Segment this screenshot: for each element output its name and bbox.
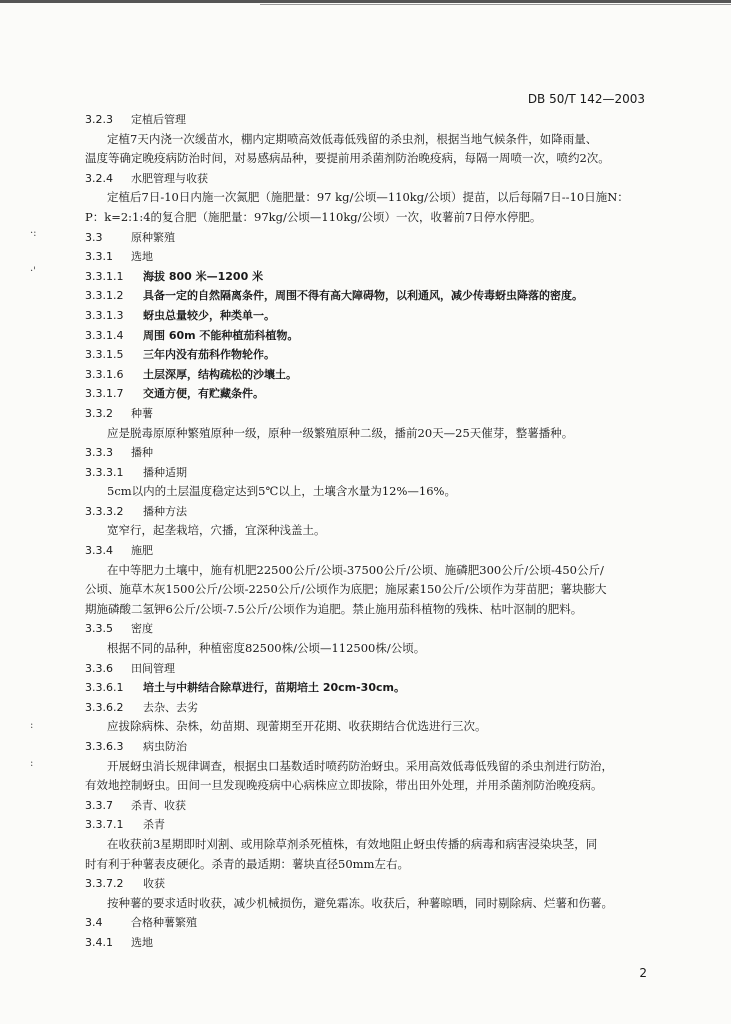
section-number: 3.3.1.4 <box>85 328 124 342</box>
section-title: 杀青、收获 <box>131 798 186 812</box>
paragraph-continuation: 时有利于种薯表皮硬化。杀青的最适期：薯块直径50mm左右。 <box>85 856 409 871</box>
section-number: 3.3.1.7 <box>85 387 124 401</box>
section-title: 收获 <box>143 877 165 891</box>
section-number: 3.3.3.1 <box>85 465 124 479</box>
section-title: 具备一定的自然隔离条件，周围不得有高大障碍物，以利通风，减少传毒蚜虫降落的密度。 <box>143 289 583 303</box>
section-heading <box>85 541 655 561</box>
section-heading <box>85 365 655 385</box>
section-heading <box>85 874 655 894</box>
section-heading <box>85 267 655 287</box>
section-number: 3.3.6.3 <box>85 740 124 753</box>
top-rule <box>0 0 731 3</box>
section-number: 3.2.3 <box>85 113 113 126</box>
section-title: 交通方便，有贮藏条件。 <box>143 387 264 401</box>
section-heading <box>85 698 655 718</box>
section-title: 合格种薯繁殖 <box>131 916 197 930</box>
section-number: 3.3.7.2 <box>85 877 124 891</box>
section-title: 杀青 <box>143 818 165 832</box>
paragraph-continuation: 有效地控制蚜虫。田间一旦发现晚疫病中心病株应立即拔除，带出田外处理，并用杀菌剂防治晚疫病。 <box>85 778 603 793</box>
page-number: 2 <box>639 966 647 980</box>
standard-id: DB 50/T 142—2003 <box>527 92 645 106</box>
section-number: 3.3.1 <box>85 250 113 264</box>
paragraph-line: 应是脱毒原原种繁殖原种一级，原种一级繁殖原种二级，播前20天—25天催芽，整薯播种。 <box>107 425 574 440</box>
section-number: 3.4.1 <box>85 935 113 949</box>
paragraph-line: 应拔除病株、杂株，幼苗期、现蕾期至开花期、收获期结合优选进行三次。 <box>107 719 487 734</box>
scan-mark: : <box>30 758 34 769</box>
section-title: 去杂、去劣 <box>143 700 198 714</box>
section-number: 3.3.4 <box>85 544 113 558</box>
section-title: 原种繁殖 <box>131 230 175 244</box>
section-heading <box>85 737 655 757</box>
section-title: 播种 <box>131 446 153 460</box>
scan-mark: : <box>30 720 34 731</box>
section-heading <box>85 463 655 483</box>
section-number: 3.4 <box>85 916 103 930</box>
paragraph-line: 在中等肥力土壤中，施有机肥22500公斤/公顷-37500公斤/公顷、施磷肥300公斤/公顷-450公斤/ <box>107 562 604 577</box>
paragraph-line: 开展蚜虫消长规律调查，根据虫口基数适时喷药防治蚜虫。采用高效低毒低残留的杀虫剂进行防治， <box>107 758 613 773</box>
section-heading <box>85 678 655 698</box>
section-title: 海拔 800 米—1200 米 <box>143 269 264 283</box>
section-number: 3.3.1.1 <box>85 269 124 283</box>
section-title: 田间管理 <box>131 661 175 675</box>
section-number: 3.3.5 <box>85 622 113 636</box>
section-number: 3.3.6.2 <box>85 700 124 714</box>
section-title: 播种适期 <box>143 465 187 479</box>
section-number: 3.3.2 <box>85 406 113 420</box>
section-number: 3.3 <box>85 230 103 244</box>
paragraph-line: 在收获前3星期即时刈割、或用除草剂杀死植株，有效地阻止蚜虫传播的病毒和病害浸染块茎，同 <box>107 836 598 851</box>
section-title: 定植后管理 <box>131 113 186 126</box>
section-title: 病虫防治 <box>143 740 187 753</box>
section-title: 蚜虫总量较少，种类单一。 <box>143 308 275 322</box>
section-title: 土层深厚，结构疏松的沙壤土。 <box>143 367 297 381</box>
section-title: 选地 <box>131 250 153 264</box>
section-number: 3.3.1.2 <box>85 289 124 303</box>
section-title: 种薯 <box>131 406 153 420</box>
section-title: 周围 60m 不能种植茄科植物。 <box>143 328 299 342</box>
section-number: 3.3.7.1 <box>85 818 124 832</box>
paragraph-line: 宽窄行，起垄栽培，穴播，宜深种浅盖土。 <box>107 523 326 538</box>
section-title: 三年内没有茄科作物轮作。 <box>143 348 275 362</box>
section-heading <box>85 384 655 404</box>
section-title: 选地 <box>131 935 153 949</box>
section-title: 培土与中耕结合除草进行，苗期培土 20cm-30cm。 <box>143 681 405 695</box>
section-number: 3.3.6 <box>85 661 113 675</box>
document-body <box>85 110 655 953</box>
section-heading <box>85 326 655 346</box>
section-heading <box>85 933 655 953</box>
section-heading <box>85 443 655 463</box>
scan-mark: ·: <box>30 228 37 239</box>
section-heading <box>85 502 655 522</box>
top-rule-thin <box>260 4 731 5</box>
paragraph-line: 根据不同的品种，种植密度82500株/公顷—112500株/公顷。 <box>107 641 426 656</box>
section-heading <box>85 404 655 424</box>
section-number: 3.3.1.5 <box>85 348 124 362</box>
section-heading <box>85 306 655 326</box>
section-title: 播种方法 <box>143 504 187 518</box>
section-heading <box>85 345 655 365</box>
section-heading <box>85 110 655 130</box>
section-heading <box>85 619 655 639</box>
section-title: 密度 <box>131 622 153 636</box>
paragraph-continuation: P：k=2:1:4的复合肥（施肥量：97kg/公顷—110kg/公顷）一次，收薯前7日停水停肥。 <box>85 209 542 224</box>
scan-mark: ·' <box>30 266 36 277</box>
section-heading <box>85 815 655 835</box>
section-heading <box>85 913 655 933</box>
section-number: 3.3.7 <box>85 798 113 812</box>
section-number: 3.3.3.2 <box>85 504 124 518</box>
section-number: 3.3.3 <box>85 446 113 460</box>
section-heading <box>85 796 655 816</box>
section-heading <box>85 228 655 248</box>
section-title: 水肥管理与收获 <box>131 171 208 185</box>
paragraph-continuation: 温度等确定晚疫病防治时间，对易感病品种，要提前用杀菌剂防治晚疫病，每隔一周喷一次，喷约2次。 <box>85 151 610 166</box>
section-number: 3.3.6.1 <box>85 681 124 695</box>
section-number: 3.2.4 <box>85 171 113 185</box>
paragraph-line: 按种薯的要求适时收获，减少机械损伤，避免霜冻。收获后，种薯晾晒，同时剔除病、烂薯和伤薯。 <box>107 895 613 910</box>
section-number: 3.3.1.6 <box>85 367 124 381</box>
section-heading <box>85 286 655 306</box>
paragraph-line: 定植后7日-10日内施一次氮肥（施肥量：97 kg/公顷—110kg/公顷）提苗，以后每隔7日--10日施N： <box>107 190 629 205</box>
paragraph-continuation: 公顷、施草木灰1500公斤/公顷-2250公斤/公顷作为底肥；施尿素150公斤/公顷作为芽苗肥；薯块膨大 <box>85 582 607 597</box>
paragraph-line: 5cm以内的土层温度稳定达到5℃以上，土壤含水量为12%—16%。 <box>107 484 456 499</box>
section-heading <box>85 659 655 679</box>
section-heading <box>85 169 655 189</box>
paragraph-line: 定植7天内浇一次缓苗水，棚内定期喷高效低毒低残留的杀虫剂，根据当地气候条件，如降雨量、 <box>107 131 598 146</box>
section-number: 3.3.1.3 <box>85 308 124 322</box>
paragraph-continuation: 期施磷酸二氢钾6公斤/公顷-7.5公斤/公顷作为追肥。禁止施用茄科植物的残株、枯叶沤制的肥料。 <box>85 601 583 616</box>
section-title: 施肥 <box>131 544 153 558</box>
section-heading <box>85 247 655 267</box>
